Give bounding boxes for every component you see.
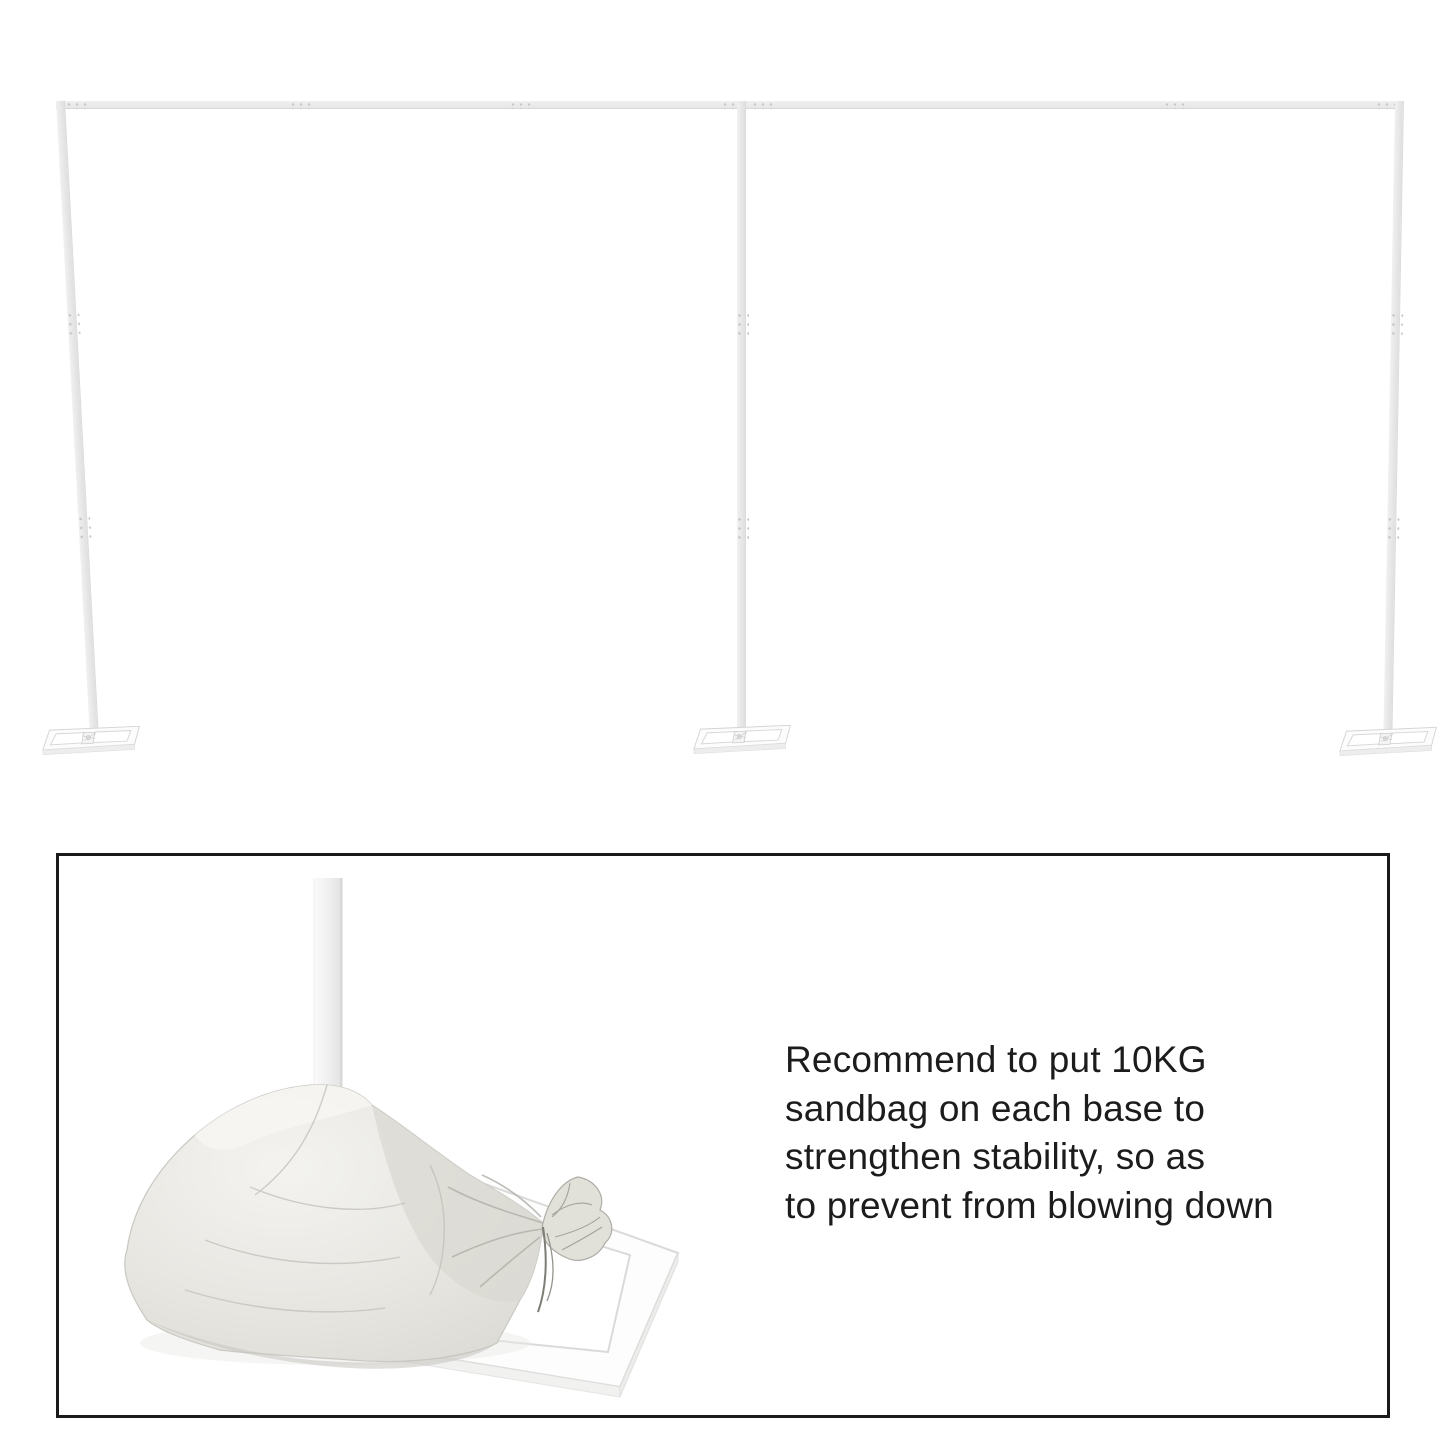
pole-joint-pins bbox=[734, 513, 749, 541]
sandbag-on-base-illustration bbox=[100, 865, 720, 1410]
instruction-text-line: to prevent from blowing down bbox=[785, 1184, 1274, 1226]
upright-pole-graphic bbox=[313, 878, 343, 1118]
crossbar-joint-pins bbox=[64, 101, 90, 109]
pole-joint-pins bbox=[64, 308, 80, 337]
knot-graphic bbox=[538, 1177, 612, 1312]
pole-joint-pins bbox=[1388, 309, 1404, 337]
instruction-text-line: strengthen stability, so as bbox=[785, 1136, 1206, 1177]
crossbar-joint-pins bbox=[1162, 101, 1188, 109]
stand-base-plate-right bbox=[1338, 726, 1442, 757]
stand-base-plate-left bbox=[41, 725, 145, 756]
stand-base-plate-middle bbox=[692, 724, 796, 755]
instruction-text-line: Recommend to put 10KG bbox=[785, 1039, 1207, 1080]
pole-joint-pins bbox=[734, 309, 749, 337]
instruction-text-line: sandbag on each base to bbox=[785, 1087, 1206, 1129]
instruction-callout-box bbox=[56, 853, 1390, 1418]
stand-upright-left bbox=[56, 101, 99, 733]
stand-crossbar bbox=[56, 101, 1403, 109]
stand-upright-middle bbox=[737, 101, 746, 733]
stand-upright-right bbox=[1383, 101, 1404, 733]
crossbar-joint-pins bbox=[750, 101, 776, 109]
crossbar-joint-pins bbox=[508, 101, 534, 109]
pole-joint-pins bbox=[75, 512, 91, 541]
instruction-text bbox=[785, 1036, 1274, 1230]
crossbar-joint-pins bbox=[288, 101, 314, 109]
sandbag-graphic bbox=[125, 1085, 543, 1369]
pole-joint-pins bbox=[1384, 513, 1400, 541]
